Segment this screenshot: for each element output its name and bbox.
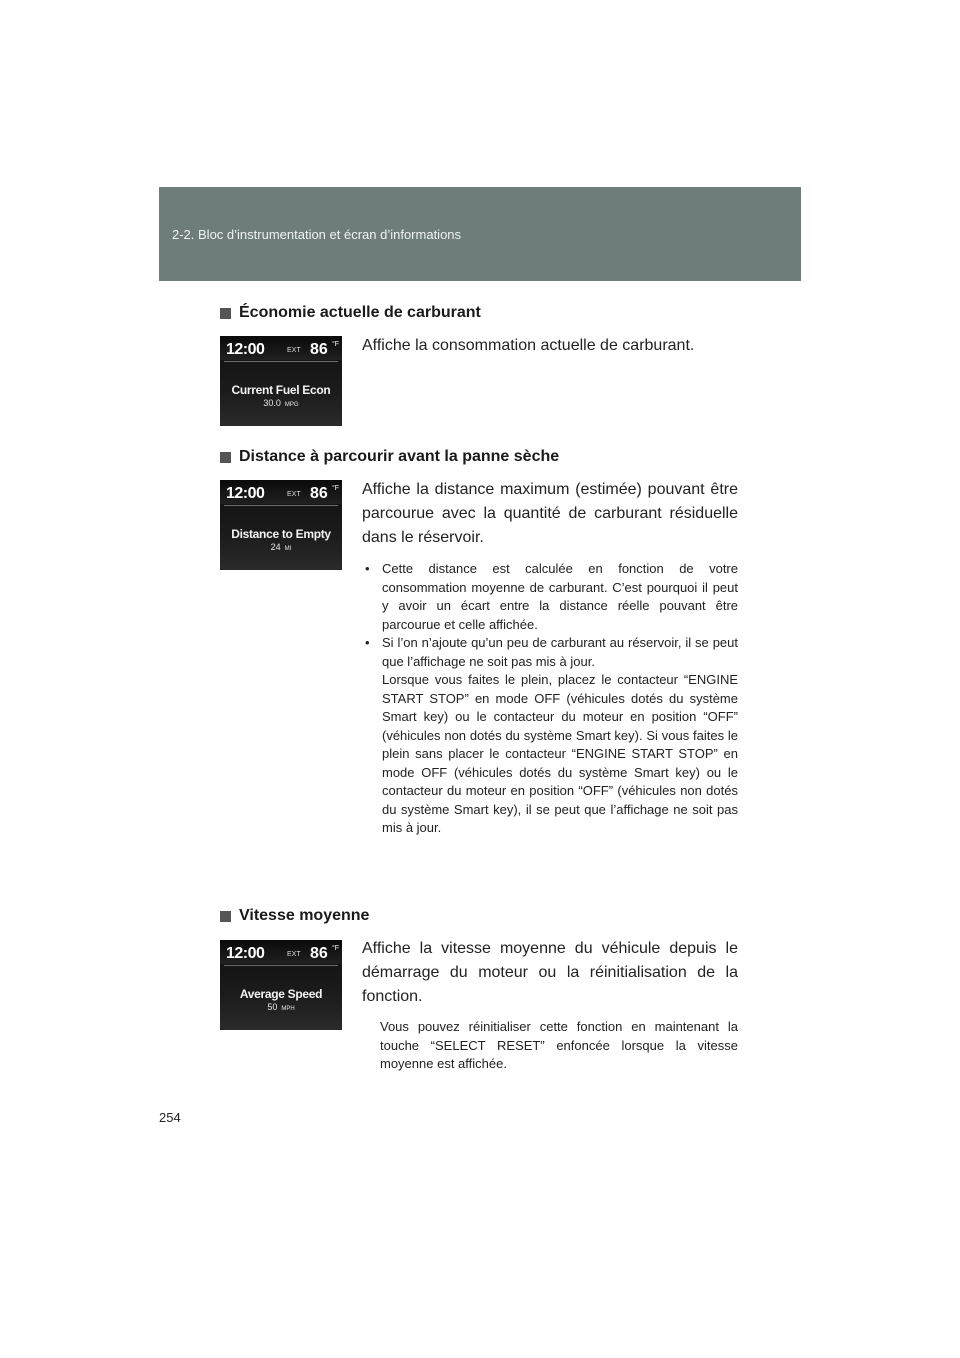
display-distance-to-empty <box>220 480 342 570</box>
note-item <box>362 560 738 634</box>
display-temp: 86 <box>310 341 328 358</box>
note-text: Vous pouvez réinitialiser cette fonction en maintenant la touche “SELECT RESET” enfoncée lorsque la vitesse moyenne est affichée. <box>380 1019 738 1071</box>
square-bullet-icon <box>220 452 231 463</box>
display-divider <box>224 505 338 506</box>
display-value-unit: MPG <box>284 402 299 408</box>
section-title-distance-to-empty <box>220 448 559 466</box>
note-item <box>362 634 738 671</box>
square-bullet-icon <box>220 308 231 319</box>
display-clock: 12:00 <box>226 341 265 358</box>
section-text: Affiche la vitesse moyenne du véhicule depuis le démarrage du moteur ou la réinitialisation de la fonction. <box>362 940 738 1005</box>
section-title-average-speed <box>220 907 369 925</box>
bullet-dot-icon: • <box>365 635 370 650</box>
display-value-unit: MI <box>284 546 292 552</box>
display-ext-label: EXT <box>287 491 301 498</box>
display-label: Current Fuel Econ <box>231 383 331 397</box>
section-text: Affiche la distance maximum (estimée) pouvant être parcourue avec la quantité de carburant résiduelle dans le réservoir. <box>362 481 738 546</box>
display-ext-label: EXT <box>287 951 301 958</box>
display-temp: 86 <box>310 485 328 502</box>
display-label: Distance to Empty <box>231 527 331 541</box>
display-value <box>220 542 342 552</box>
square-bullet-icon <box>220 911 231 922</box>
display-clock: 12:00 <box>226 485 265 502</box>
section-title-text: Distance à parcourir avant la panne sèche <box>239 448 560 465</box>
display-temp-unit: °F <box>332 945 340 952</box>
page-number: 254 <box>159 1110 181 1125</box>
section-title-current-fuel-econ <box>220 304 481 322</box>
note-text: Cette distance est calculée en fonction de votre consommation moyenne de carburant. C’est pourquoi il peut y avoir un écart entre la distance réelle pouvant être parcourue et celle affichée. <box>382 561 738 632</box>
display-divider <box>224 361 338 362</box>
display-divider <box>224 965 338 966</box>
section-header <box>159 187 801 281</box>
note-text: Lorsque vous faites le plein, placez le contacteur “ENGINE START STOP” en mode OFF (véhicules dotés du système Smart key) ou le contacteur du moteur en position “OFF” (véhicules non dotés du système Smart key). Si vous faites le plein sans placer le contacteur “ENGINE START STOP” en mode OFF (véhicules dotés du système Smart key) ou le contacteur du moteur en position “OFF” (véhicules non dotés du système Smart key), il se peut que l’affichage ne soit pas mis à jour. <box>382 672 738 835</box>
display-temp-unit: °F <box>332 485 340 492</box>
display-value <box>220 1002 342 1012</box>
display-temp: 86 <box>310 945 328 962</box>
notes-distance-to-empty <box>362 560 738 838</box>
display-average-speed <box>220 940 342 1030</box>
display-value-number: 50 <box>267 1002 278 1012</box>
display-clock: 12:00 <box>226 945 265 962</box>
display-temp-unit: °F <box>332 341 340 348</box>
section-text: Affiche la consommation actuelle de carburant. <box>362 337 695 354</box>
section-title-text: Économie actuelle de carburant <box>239 304 481 321</box>
breadcrumb: 2-2. Bloc d’instrumentation et écran d’informations <box>172 227 462 242</box>
display-value-number: 30.0 <box>263 398 281 408</box>
bullet-dot-icon: • <box>365 561 370 576</box>
note-continuation <box>362 671 738 838</box>
note-text: Si l’on n’ajoute qu’un peu de carburant au réservoir, il se peut que l’affichage ne soit pas mis à jour. <box>382 635 738 669</box>
display-value <box>220 398 342 408</box>
section-title-text: Vitesse moyenne <box>239 907 370 924</box>
display-value-number: 24 <box>270 542 281 552</box>
display-value-unit: MPH <box>281 1006 295 1012</box>
display-ext-label: EXT <box>287 347 301 354</box>
display-label: Average Speed <box>239 987 323 1001</box>
notes-average-speed <box>362 1018 738 1074</box>
display-current-fuel-econ <box>220 336 342 426</box>
